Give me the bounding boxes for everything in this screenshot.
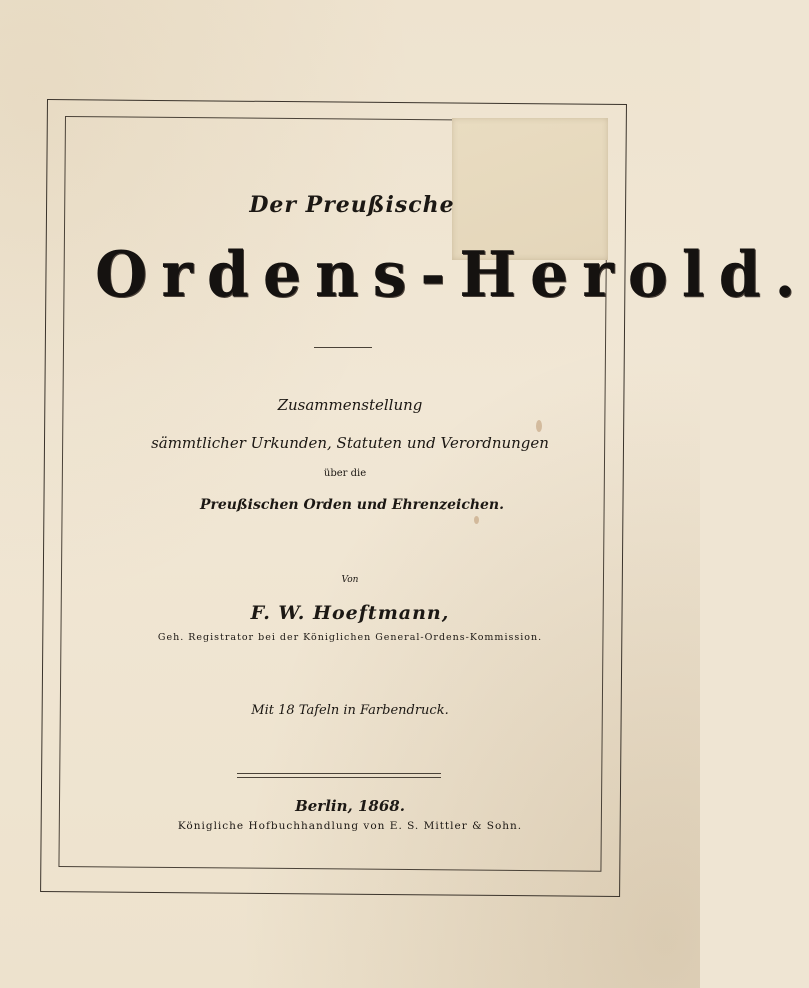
subtitle-line-1: Zusammenstellung xyxy=(277,396,423,414)
title-small: Der Preußische xyxy=(249,192,455,218)
author-name: F. W. Hoeftmann, xyxy=(250,602,450,624)
imprint-place-year: Berlin, 1868. xyxy=(295,797,405,815)
imprint-publisher: Königliche Hofbuchhandlung von E. S. Mittler & Sohn. xyxy=(177,820,523,832)
subtitle-line-2: sämmtlicher Urkunden, Statuten und Verordnungen xyxy=(151,434,549,452)
subtitle-line-4: Preußischen Orden und Ehrenzeichen. xyxy=(200,497,504,513)
subtitle-line-3: über die xyxy=(323,468,367,479)
plates-note: Mit 18 Tafeln in Farbendruck. xyxy=(251,703,449,718)
author-by: Von xyxy=(341,575,359,585)
stain-mark xyxy=(536,420,542,432)
divider-short xyxy=(314,347,372,348)
divider-double xyxy=(237,773,441,778)
author-role: Geh. Registrator bei der Königlichen General-Ordens-Kommission. xyxy=(157,632,543,643)
stain-mark xyxy=(474,516,479,524)
title-large: Ordens-Herold. xyxy=(95,238,809,312)
